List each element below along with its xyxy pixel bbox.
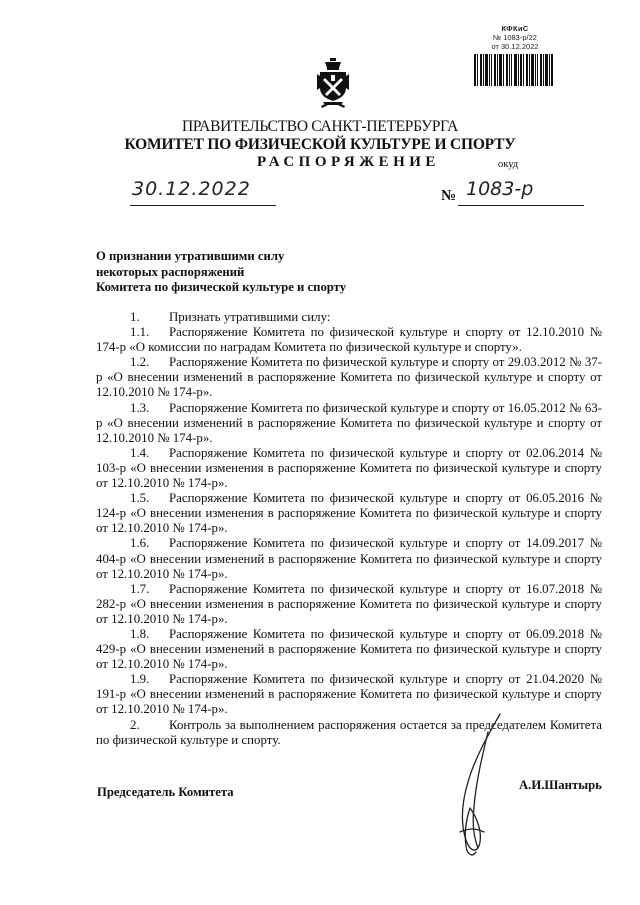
subparagraph — [96, 672, 602, 717]
paragraph-number: 1.5. — [130, 491, 150, 506]
subparagraph — [96, 325, 602, 355]
government-name: ПРАВИТЕЛЬСТВО САНКТ-ПЕТЕРБУРГА — [181, 118, 459, 135]
subject-line: О признании утратившими силу — [96, 249, 285, 263]
subparagraph — [96, 446, 602, 491]
paragraph-number: 1.1. — [130, 325, 150, 340]
document-number: 1083-р — [466, 178, 534, 200]
paragraph-text: Распоряжение Комитета по физической культуре и спорту от 06.09.2018 № 429-р «О внесении изменений в распоряжение Комитета по физической культуре и спорту от 12.10.2010 № 174-р». — [96, 626, 602, 672]
number-label: № — [441, 188, 457, 204]
document-subject — [96, 249, 416, 296]
date-underline — [130, 205, 276, 206]
paragraph-number: 1.9. — [130, 672, 150, 687]
stamp-date: от 30.12.2022 — [491, 42, 539, 51]
paragraph-number: 2. — [130, 717, 140, 732]
stamp-number: № 1083-р/22 — [493, 33, 537, 42]
paragraph-number: 1.2. — [130, 355, 150, 370]
paragraph-number: 1.4. — [130, 445, 150, 460]
document-body — [96, 310, 602, 748]
paragraph-1 — [96, 310, 602, 325]
subparagraph — [96, 401, 602, 446]
subparagraph — [96, 536, 602, 581]
paragraph-text: Распоряжение Комитета по физической культуре и спорту от 21.04.2020 № 191-р «О внесении изменений в распоряжение Комитета по физической культуре и спорту от 12.10.2010 № 174-р». — [96, 672, 602, 717]
subject-line: Комитета по физической культуре и спорту — [96, 280, 347, 294]
paragraph-text: Распоряжение Комитета по физической культуре и спорту от 14.09.2017 № 404-р «О внесении изменений в распоряжение Комитета по физической культуре и спорту от 12.10.2010 № 174-р». — [96, 536, 602, 581]
paragraph-text: Распоряжение Комитета по физической культуре и спорту от 02.06.2014 № 103-р «О внесении изменения в распоряжение Комитета по физической культуре и спорту от 12.10.2010 № 174-р». — [96, 445, 602, 491]
paragraph-number: 1.3. — [130, 400, 150, 415]
signatory-name: А.И.Шантырь — [519, 778, 602, 792]
paragraph-text: Распоряжение Комитета по физической культуре и спорту от 16.07.2018 № 282-р «О внесении изменения в распоряжение Комитета по физической культуре и спорту от 12.10.2010 № 174-р». — [96, 581, 602, 626]
stamp-org: КФКиС — [501, 24, 529, 33]
subject-line: некоторых распоряжений — [96, 264, 245, 279]
paragraph-text: Распоряжение Комитета по физической культуре и спорту от 06.05.2016 № 124-р «О внесении изменения в распоряжение Комитета по физической культуре и спорту от 12.10.2010 № 174-р». — [96, 491, 602, 536]
paragraph-2 — [96, 718, 602, 748]
paragraph-text: Распоряжение Комитета по физической культуре и спорту от 12.10.2010 № 174-р «О комиссии по наградам Комитета по физической культуре и спорту». — [96, 325, 602, 355]
subparagraph — [96, 355, 602, 400]
paragraph-text: Признать утратившими силу: — [169, 310, 331, 324]
handwritten-signature — [430, 712, 520, 862]
paragraph-text: Распоряжение Комитета по физической культуре и спорту от 16.05.2012 № 63-р «О внесении изменений в распоряжение Комитета по физической культуре и спорту от 12.10.2010 № 174-р». — [96, 400, 602, 445]
okud-label: окуд — [498, 159, 519, 170]
coat-of-arms-icon — [316, 58, 350, 110]
subparagraph — [96, 491, 602, 536]
signatory-position: Председатель Комитета — [97, 785, 234, 799]
paragraph-text: Контроль за выполнением распоряжения остается за председателем Комитета по физической культуре и спорту. — [96, 717, 602, 747]
paragraph-number: 1. — [130, 310, 140, 324]
document-type: РАСПОРЯЖЕНИЕ — [257, 154, 440, 170]
registration-stamp — [478, 24, 552, 51]
paragraph-number: 1.8. — [130, 626, 150, 641]
paragraph-number: 1.7. — [130, 581, 150, 596]
document-date: 30.12.2022 — [132, 178, 251, 200]
subparagraph — [96, 582, 602, 627]
subparagraph — [96, 627, 602, 672]
committee-name: КОМИТЕТ ПО ФИЗИЧЕСКОЙ КУЛЬТУРЕ И СПОРТУ — [124, 136, 516, 153]
number-underline — [458, 205, 584, 206]
paragraph-number: 1.6. — [130, 536, 150, 551]
barcode — [474, 54, 554, 86]
paragraph-text: Распоряжение Комитета по физической культуре и спорту от 29.03.2012 № 37-р «О внесении изменений в распоряжение Комитета по физической культуре и спорту от 12.10.2010 № 174-р». — [96, 355, 602, 400]
